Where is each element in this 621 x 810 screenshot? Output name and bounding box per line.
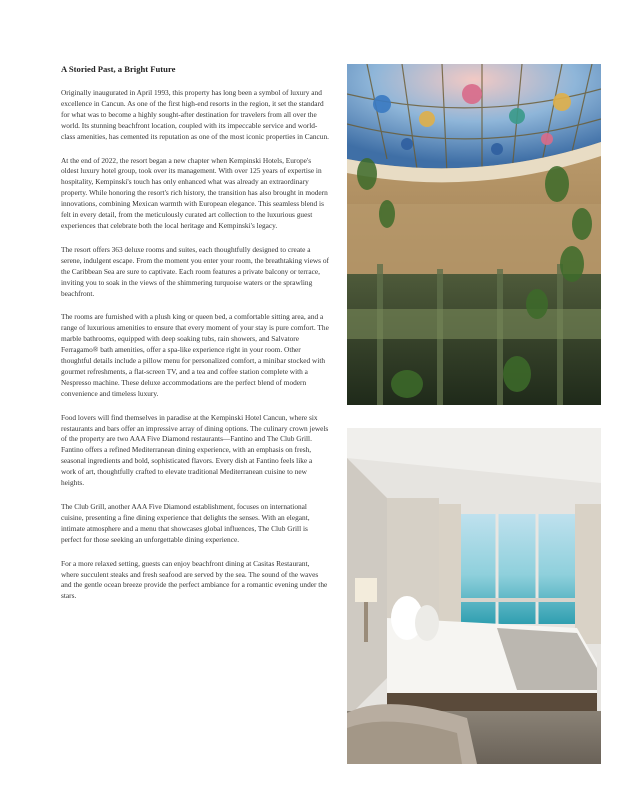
article-paragraph-2: At the end of 2022, the resort began a new chapter when Kempinski Hotels, Europe's oldest luxury hotel group, took over its management. With over 125 years of expertise in hospitality, Kempinski's touch has only enhanced what was already an extraordinary property. While honoring the resort's rich history, the transition has also brought in modern innovations, combining Mexican warmth with European elegance. This seamless blend is felt in every detail, from the meticulously curated art collection to the luxurious guest experiences that celebrate both the local heritage and Kempinski's legacy. [61,155,328,230]
stained-glass-atrium-photo [347,64,601,405]
article-paragraph-7: For a more relaxed setting, guests can enjoy beachfront dining at Casitas Restaurant, where succulent steaks and fresh seafood are served by the sea. The sound of the waves and the gentle ocean breeze provide the perfect ambiance for a romantic evening under the stars. [61,558,328,601]
hotel-bedroom-ocean-view-photo [347,428,601,764]
article-paragraph-6: The Club Grill, another AAA Five Diamond establishment, focuses on international cuisine, presenting a fine dining experience that delights the senses. With an elegant, intimate atmosphere and a menu that showcases global influences, The Club Grill is perfect for those seeking an unforgettable dining experience. [61,502,310,544]
article-paragraph-4: The rooms are furnished with a plush king or queen bed, a comfortable sitting area, and a range of luxurious amenities to ensure that every moment of your stay is pure comfort. The marble bathrooms, equipped with deep soaking tubs, rain showers, and Salvatore Ferragamo® bath amenities, offer a spa-like experience right in your room. Other thoughtful details include a pillow menu for personalized comfort, a minibar stocked with gourmet refreshments, a flat-screen TV, and a tea and coffee station complete with a Nespresso machine. These deluxe accommodations are the perfect blend of modern convenience and timeless luxury. [61,312,329,398]
article-paragraph-3: The resort offers 363 deluxe rooms and suites, each thoughtfully designed to create a serene, indulgent escape. From the moment you enter your room, the breathtaking views of the Caribbean Sea are sure to captivate. Each room features a private balcony or terrace, inviting you to soak in the views of the shimmering turquoise waters or the sprawling beachfront. [61,244,329,298]
article-paragraph-5: Food lovers will find themselves in paradise at the Kempinski Hotel Cancun, where six restaurants and bars offer an impressive array of dining options. The culinary crown jewels of the property are two AAA Five Diamond restaurants—Fantino and The Club Grill. Fantino offers a refined Mediterranean dining experience, with an emphasis on fresh, seasonal ingredients and bold, sophisticated flavors. Every dish at Fantino feels like a work of art, thoughtfully crafted to elevate traditional Mediterranean cuisine to new heights. [61,412,329,488]
article-text-column [61,64,329,615]
article-heading: A Storied Past, a Bright Future [61,64,176,74]
article-paragraph-1: Originally inaugurated in April 1993, this property has long been a symbol of luxury and excellence in Cancun. As one of the first high-end resorts in the region, it set the standard for what was to become a highly sought-after destination for travelers from all over the world. Its stunning beachfront location, coupled with its impeccable service and world-class amenities, has cemented its reputation as one of the most iconic properties in Cancun. [61,88,329,141]
